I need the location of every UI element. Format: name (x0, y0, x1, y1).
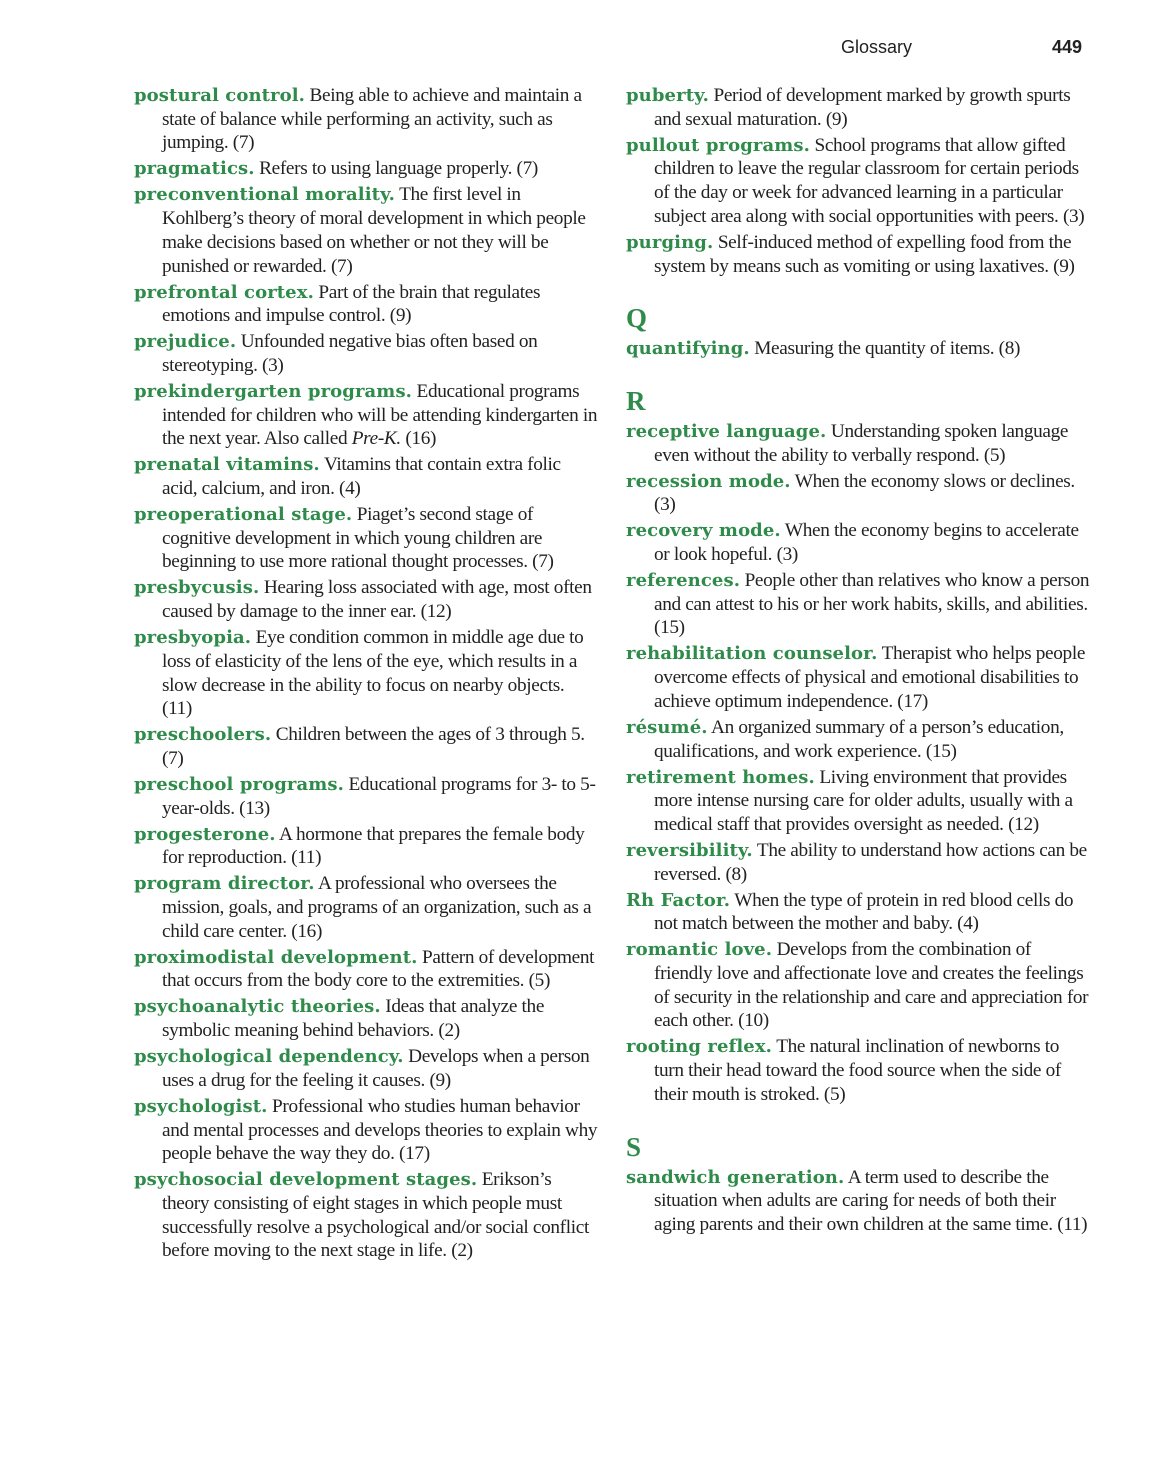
glossary-term: presbyopia. (134, 627, 252, 649)
glossary-entry (134, 503, 598, 574)
glossary-term: progesterone. (134, 823, 276, 845)
glossary-term: prekindergarten programs. (134, 380, 413, 402)
glossary-entry (626, 839, 1092, 886)
glossary-entry (626, 337, 1092, 361)
glossary-definition: Understanding spoken language even without the ability to verbally respond. (5) (654, 420, 1069, 466)
glossary-term: Rh Factor. (626, 889, 731, 911)
glossary-definition: Living environment that provides more intense nursing care for older adults, usually with a medical staff that provides oversight as needed. (12) (654, 766, 1073, 835)
glossary-definition: A term used to describe the situation when adults are caring for needs of both their aging parents and their own children at the same time. (11) (654, 1166, 1088, 1235)
glossary-term: references. (626, 570, 741, 592)
glossary-term: sandwich generation. (626, 1166, 845, 1188)
glossary-entry (626, 1166, 1092, 1237)
glossary-term: prefrontal cortex. (134, 281, 314, 303)
glossary-term: prejudice. (134, 331, 237, 353)
right-column (626, 84, 1092, 1239)
glossary-term: résumé. (626, 716, 708, 738)
glossary-entry (134, 995, 598, 1042)
glossary-term: postural control. (134, 85, 306, 106)
glossary-term: preschool programs. (134, 773, 344, 795)
glossary-term: puberty. (626, 85, 709, 106)
glossary-definition: When the economy begins to accelerate or look hopeful. (3) (654, 520, 1079, 566)
glossary-definition: Pattern of development that occurs from the body core to the extremities. (5) (162, 946, 595, 992)
glossary-definition: An organized summary of a person’s education, qualifications, and work experience. (15) (654, 716, 1064, 762)
glossary-entry (134, 576, 598, 623)
glossary-term: preoperational stage. (134, 504, 353, 526)
glossary-entry (134, 1095, 598, 1166)
section-letter-s: S (626, 1131, 642, 1162)
glossary-definition: Part of the brain that regulates emotions and impulse control. (9) (162, 281, 541, 327)
glossary-definition: Period of development marked by growth spurts and sexual maturation. (9) (654, 85, 1071, 130)
glossary-definition: When the type of protein in red blood cells do not match between the mother and baby. (4) (654, 889, 1074, 935)
glossary-entry (134, 823, 598, 870)
glossary-definition: The natural inclination of newborns to turn their head toward the food source when the side of their mouth is stroked. (5) (654, 1036, 1061, 1105)
glossary-term: presbycusis. (134, 577, 260, 599)
glossary-definition: Educational programs intended for children who will be attending kindergarten in the next year. Also called (162, 380, 598, 450)
section-letter-q: Q (626, 303, 648, 334)
glossary-entry (134, 773, 598, 820)
glossary-definition: Hearing loss associated with age, most often caused by damage to the inner ear. (12) (162, 577, 592, 623)
glossary-term: romantic love. (626, 939, 773, 961)
glossary-entry (626, 134, 1092, 229)
glossary-term: recession mode. (626, 470, 791, 492)
glossary-definition: Vitamins that contain extra folic acid, calcium, and iron. (4) (162, 454, 561, 500)
glossary-term: pullout programs. (626, 134, 810, 156)
glossary-definition: Piaget’s second stage of cognitive development in which young children are beginning to use more rational thought processes. (7) (162, 504, 554, 573)
glossary-definition: Erikson’s theory consisting of eight stages in which people must successfully resolve a psychological and/or social conflict before moving to the next stage in life. (2) (162, 1169, 589, 1262)
glossary-definition: Educational programs for 3- to 5-year-olds. (13) (162, 773, 596, 819)
glossary-entry (134, 183, 598, 278)
glossary-entry (626, 470, 1092, 517)
section-letter-r: R (626, 385, 646, 416)
glossary-entry (626, 519, 1092, 566)
glossary-term: rehabilitation counselor. (626, 643, 878, 665)
glossary-definition: People other than relatives who know a person and can attest to his or her work habits, skills, and abilities. (15) (654, 570, 1090, 639)
glossary-term: quantifying. (626, 338, 750, 360)
glossary-entry (134, 157, 598, 181)
glossary-term: pragmatics. (134, 158, 255, 180)
glossary-chapter-ref: (16) (405, 428, 437, 450)
glossary-entry (626, 420, 1092, 467)
glossary-definition: Self-induced method of expelling food from the system by means such as vomiting or using laxatives. (9) (654, 231, 1075, 277)
glossary-definition: Eye condition common in middle age due to loss of elasticity of the lens of the eye, which results in a slow decrease in the ability to focus on nearby objects. (11) (162, 627, 584, 720)
glossary-entry (626, 642, 1092, 713)
glossary-entry (134, 84, 598, 155)
glossary-entry (134, 723, 598, 770)
glossary-definition: Develops from the combination of friendly love and affectionate love and creates the feelings of security in the relationship and care and appreciation for each other. (10) (654, 939, 1089, 1032)
glossary-definition: Ideas that analyze the symbolic meaning behind behaviors. (2) (162, 996, 545, 1042)
running-head: Glossary (841, 37, 913, 57)
glossary-definition: When the economy slows or declines. (3) (654, 470, 1075, 516)
glossary-definition: Children between the ages of 3 through 5. (7) (162, 724, 585, 769)
glossary-term: preconventional morality. (134, 184, 395, 206)
page-header (0, 36, 1149, 62)
glossary-definition: A hormone that prepares the female body for reproduction. (11) (162, 823, 585, 869)
glossary-definition: Develops when a person uses a drug for the feeling it causes. (9) (162, 1046, 590, 1091)
glossary-term: psychologist. (134, 1095, 268, 1117)
glossary-definition: Unfounded negative bias often based on stereotyping. (3) (162, 331, 538, 376)
glossary-term: retirement homes. (626, 766, 815, 788)
glossary-entry (626, 1035, 1092, 1106)
glossary-definition: Therapist who helps people overcome effects of physical and emotional disabilities to achieve optimum independence. (17) (654, 643, 1086, 712)
glossary-term: purging. (626, 231, 714, 253)
glossary-entry (134, 872, 598, 943)
glossary-entry (626, 889, 1092, 936)
glossary-definition: Refers to using language properly. (7) (259, 158, 538, 180)
left-column (134, 84, 598, 1265)
glossary-term: rooting reflex. (626, 1036, 773, 1058)
glossary-entry (134, 626, 598, 721)
glossary-term: psychosocial development stages. (134, 1169, 478, 1191)
glossary-term: recovery mode. (626, 520, 781, 542)
glossary-entry (134, 1045, 598, 1092)
glossary-entry (134, 281, 598, 328)
glossary-term: psychological dependency. (134, 1046, 404, 1068)
glossary-entry (134, 330, 598, 377)
glossary-definition: The ability to understand how actions can be reversed. (8) (654, 839, 1087, 885)
glossary-term: psychoanalytic theories. (134, 996, 381, 1018)
glossary-definition: The first level in Kohlberg’s theory of moral development in which people make decisions based on whether or not they will be punished or rewarded. (7) (162, 184, 586, 277)
glossary-term: program director. (134, 873, 315, 895)
glossary-entry (134, 380, 598, 451)
glossary-term: preschoolers. (134, 724, 272, 746)
glossary-entry (626, 716, 1092, 763)
glossary-term: receptive language. (626, 420, 827, 442)
glossary-entry (134, 946, 598, 993)
glossary-entry (134, 453, 598, 500)
glossary-term: reversibility. (626, 839, 753, 861)
glossary-entry (626, 938, 1092, 1033)
glossary-definition: Professional who studies human behavior and mental processes and develops theories to explain why people behave the way they do. (17) (162, 1095, 598, 1165)
glossary-entry (626, 231, 1092, 278)
glossary-term: prenatal vitamins. (134, 454, 320, 476)
glossary-definition: A professional who oversees the mission, goals, and programs of an organization, such as a child care center. (16) (162, 873, 592, 942)
glossary-entry (626, 569, 1092, 640)
glossary-term: proximodistal development. (134, 946, 418, 968)
glossary-definition: Measuring the quantity of items. (8) (754, 338, 1021, 360)
glossary-entry (626, 84, 1092, 131)
glossary-entry (626, 766, 1092, 837)
glossary-italic-term: Pre-K. (351, 428, 401, 450)
glossary-entry (134, 1168, 598, 1263)
page-number: 449 (1052, 37, 1083, 57)
glossary-definition: School programs that allow gifted children to leave the regular classroom for certain periods of the day or week for advanced learning in a particular subject area along with social opportunities with peers. (3) (654, 134, 1085, 227)
glossary-definition: Being able to achieve and maintain a state of balance while performing an activity, such as jumping. (7) (162, 85, 582, 154)
